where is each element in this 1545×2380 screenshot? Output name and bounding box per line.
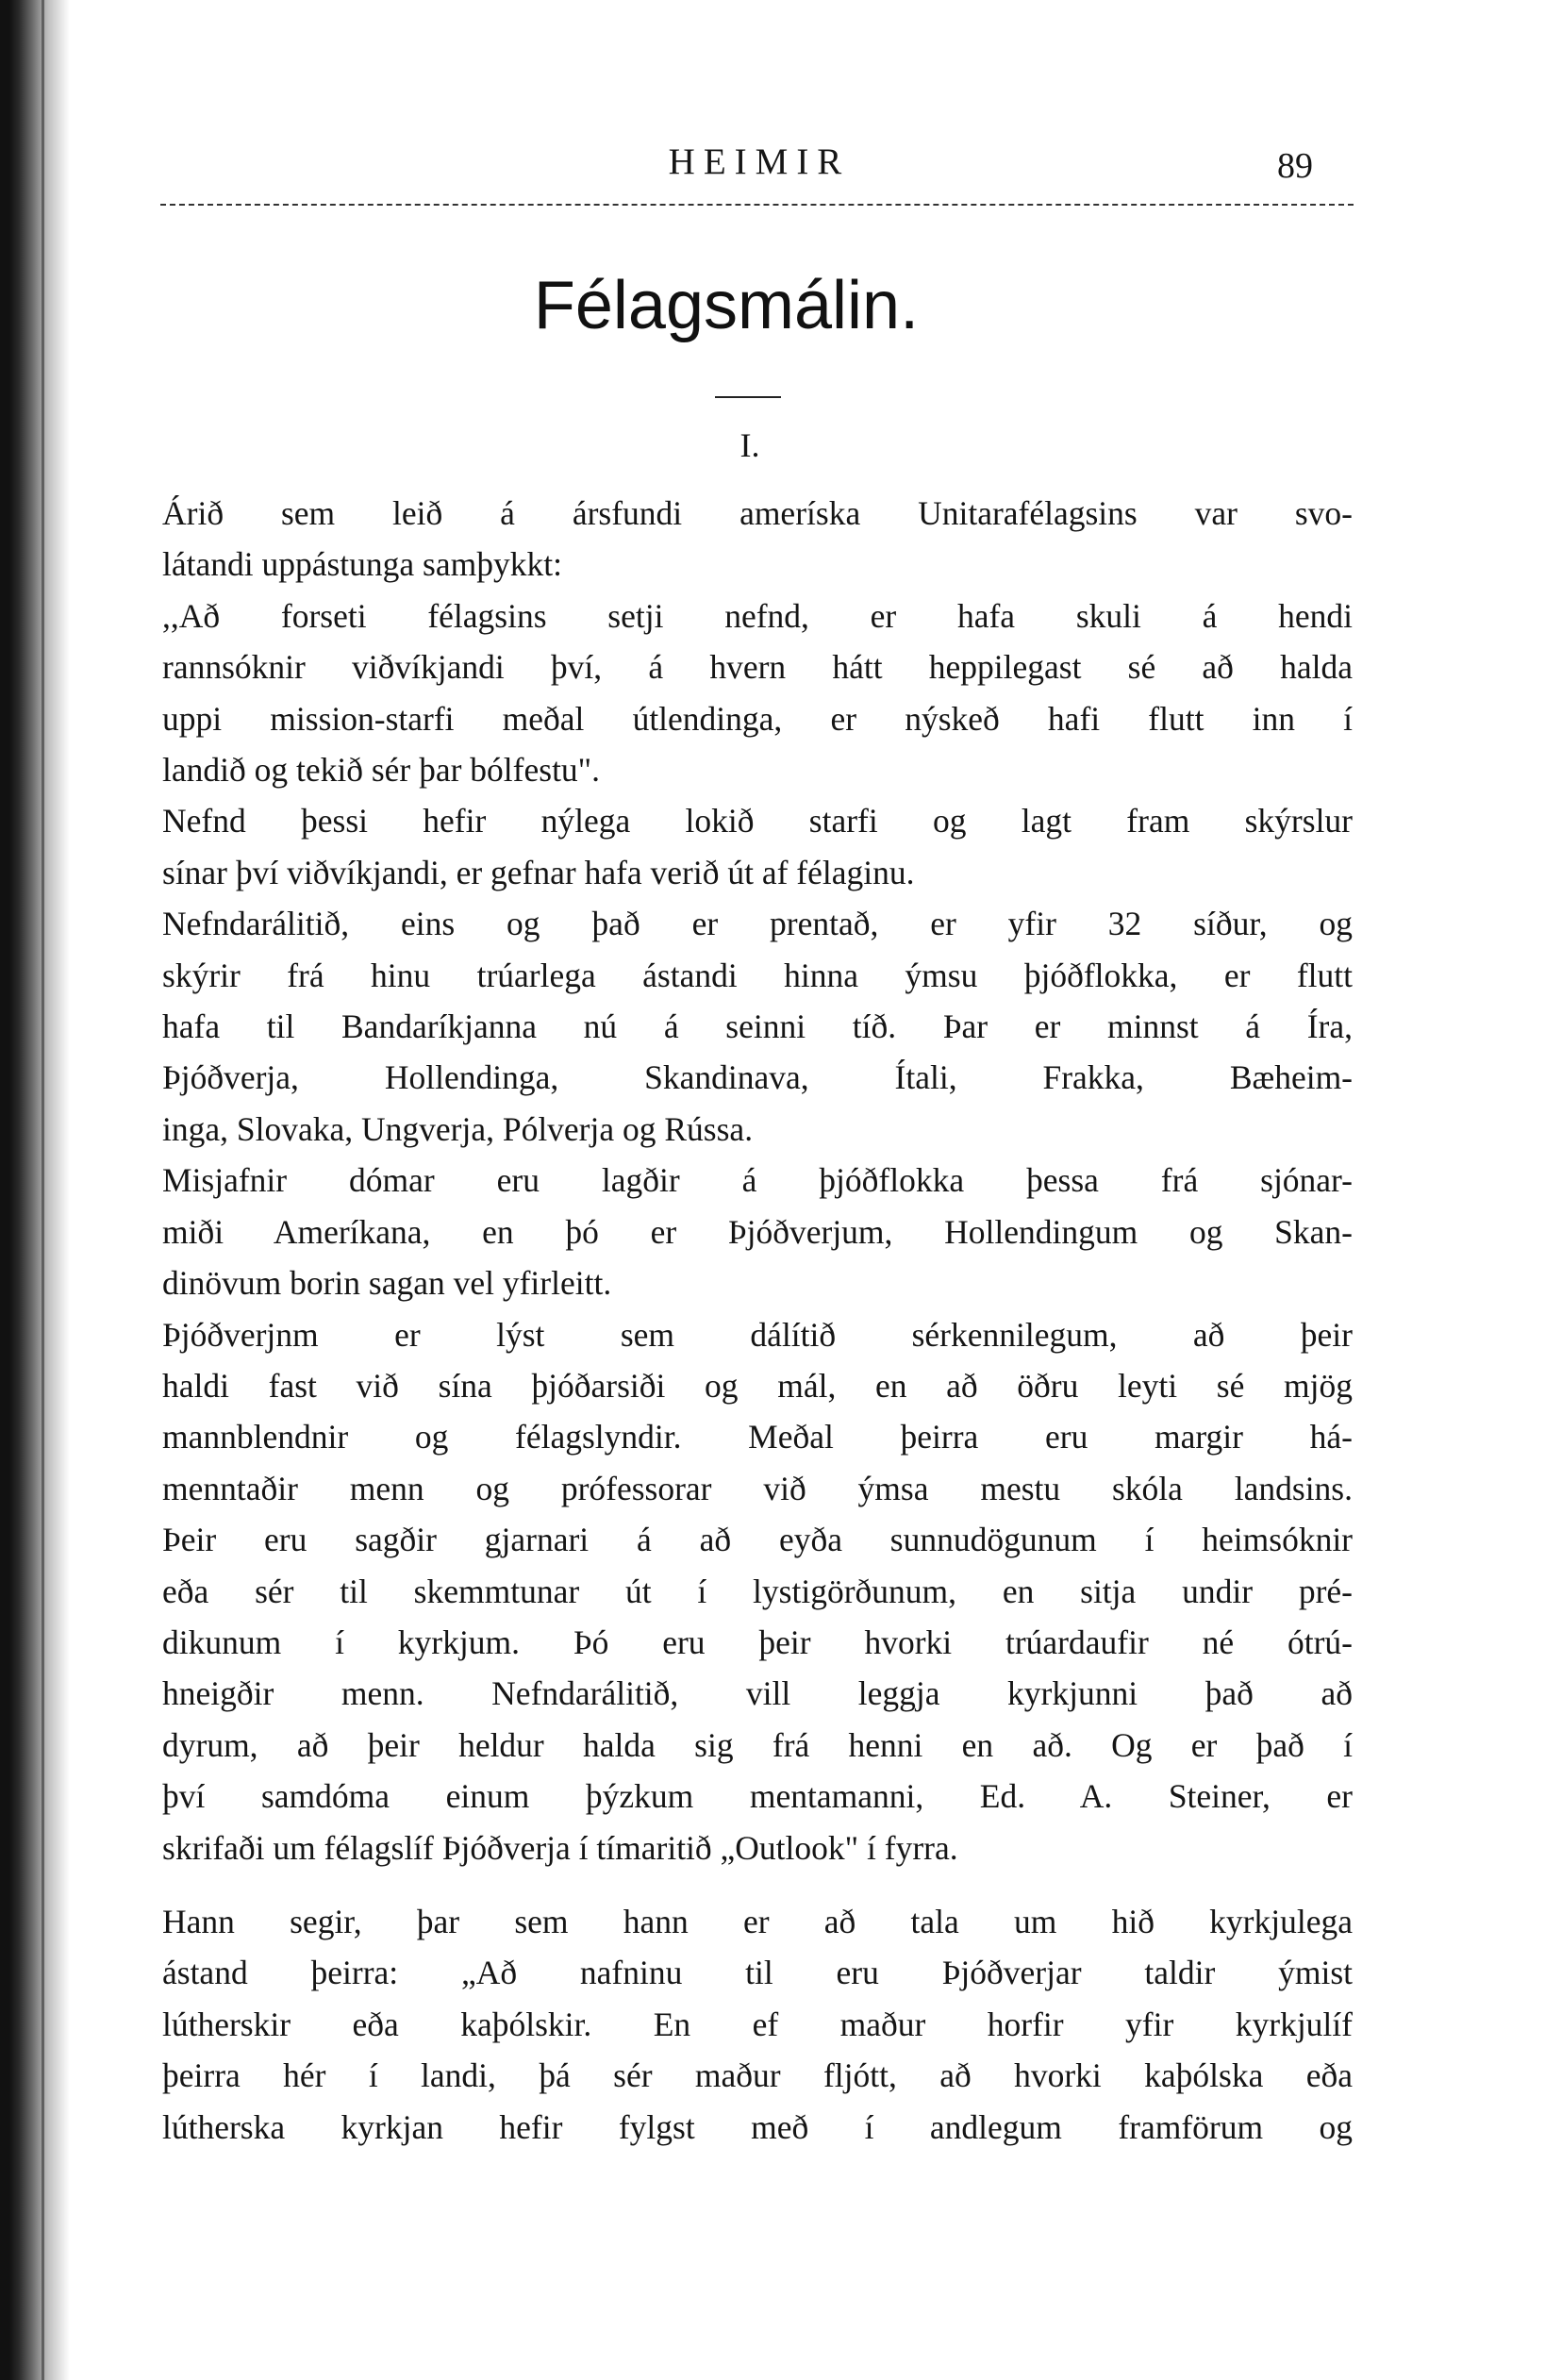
paragraph bbox=[162, 1896, 1353, 2153]
paragraph-spacing bbox=[162, 1873, 1353, 1896]
paragraph bbox=[162, 795, 1353, 898]
page-number: 89 bbox=[1277, 146, 1313, 186]
text-line: haldi fast við sína þjóðarsiði og mál, en að öðru leyti sé mjög bbox=[162, 1366, 1353, 1405]
title-separator bbox=[715, 396, 781, 398]
text-line: dinövum borin sagan vel yfirleitt. bbox=[162, 1264, 612, 1303]
text-line: Þjóðverja, Hollendinga, Skandinava, Ítali, Frakka, Bæheim- bbox=[162, 1058, 1353, 1097]
text-line: Árið sem leið á ársfundi ameríska Unitarafélagsins var svo- bbox=[162, 494, 1353, 532]
text-line: hneigðir menn. Nefndarálitið, vill leggja kyrkjunni það að bbox=[162, 1674, 1353, 1713]
paragraph bbox=[162, 1155, 1353, 1308]
paragraph bbox=[162, 591, 1353, 796]
article-body bbox=[162, 488, 1353, 2153]
text-line: Þeir eru sagðir gjarnari á að eyða sunnudögunum í heimsóknir bbox=[162, 1521, 1353, 1559]
text-line: miði Ameríkana, en þó er Þjóðverjum, Hollendingum og Skan- bbox=[162, 1212, 1353, 1251]
text-line: inga, Slovaka, Ungverja, Pólverja og Rússa. bbox=[162, 1109, 754, 1148]
text-line: eða sér til skemmtunar út í lystigörðunum, en sitja undir pré- bbox=[162, 1572, 1353, 1610]
text-line: lútherska kyrkjan hefir fylgst með í andlegum framförum og bbox=[162, 2107, 1353, 2146]
text-line: skrifaði um félagslíf Þjóðverja í tímaritið „Outlook" í fyrra. bbox=[162, 1828, 958, 1867]
text-line: Nefnd þessi hefir nýlega lokið starfi og lagt fram skýrslur bbox=[162, 802, 1353, 840]
paragraph bbox=[162, 898, 1353, 1155]
text-line: Nefndarálitið, eins og það er prentað, er yfir 32 síður, og bbox=[162, 905, 1353, 943]
text-line: hafa til Bandaríkjanna nú á seinni tíð. Þar er minnst á Íra, bbox=[162, 1007, 1353, 1046]
text-line: Misjafnir dómar eru lagðir á þjóðflokka þessa frá sjónar- bbox=[162, 1161, 1353, 1200]
text-line: mannblendnir og félagslyndir. Meðal þeirra eru margir há- bbox=[162, 1418, 1353, 1456]
binding-shadow-line bbox=[42, 0, 44, 2380]
text-line: landið og tekið sér þar bólfestu". bbox=[162, 751, 601, 790]
section-number: I. bbox=[739, 426, 760, 464]
text-line: ,,Að forseti félagsins setji nefnd, er hafa skuli á hendi bbox=[162, 596, 1353, 635]
text-line: ástand þeirra: „Að nafninu til eru Þjóðverjar taldir ýmist bbox=[162, 1954, 1353, 1992]
text-line: dyrum, að þeir heldur halda sig frá henni en að. Og er það í bbox=[162, 1725, 1353, 1764]
paragraph bbox=[162, 1309, 1353, 1873]
text-line: Hann segir, þar sem hann er að tala um hið kyrkjulega bbox=[162, 1902, 1353, 1940]
text-line: sínar því viðvíkjandi, er gefnar hafa verið út af félaginu. bbox=[162, 853, 915, 891]
text-line: skýrir frá hinu trúarlega ástandi hinna ýmsu þjóðflokka, er flutt bbox=[162, 956, 1353, 994]
text-line: látandi uppástunga samþykkt: bbox=[162, 545, 562, 584]
header-rule bbox=[160, 204, 1354, 206]
article-title: Félagsmálin. bbox=[533, 268, 920, 343]
text-line: uppi mission-starfi meðal útlendinga, er nýskeð hafi flutt inn í bbox=[162, 699, 1353, 738]
text-line: þeirra hér í landi, þá sér maður fljótt, að hvorki kaþólska eða bbox=[162, 2056, 1353, 2095]
running-title: HEIMIR bbox=[668, 141, 851, 182]
text-line: lútherskir eða kaþólskir. En ef maður horfir yfir kyrkjulíf bbox=[162, 2005, 1353, 2043]
text-line: menntaðir menn og prófessorar við ýmsa mestu skóla landsins. bbox=[162, 1469, 1353, 1507]
text-line: því samdóma einum þýzkum mentamanni, Ed. A. Steiner, er bbox=[162, 1777, 1353, 1816]
paragraph bbox=[162, 488, 1353, 591]
text-line: rannsóknir viðvíkjandi því, á hvern hátt heppilegast sé að halda bbox=[162, 648, 1353, 687]
text-line: Þjóðverjnm er lýst sem dálítið sérkennilegum, að þeir bbox=[162, 1315, 1353, 1354]
text-line: dikunum í kyrkjum. Þó eru þeir hvorki trúardaufir né ótrú- bbox=[162, 1623, 1353, 1661]
book-binding-edge bbox=[0, 0, 70, 2380]
